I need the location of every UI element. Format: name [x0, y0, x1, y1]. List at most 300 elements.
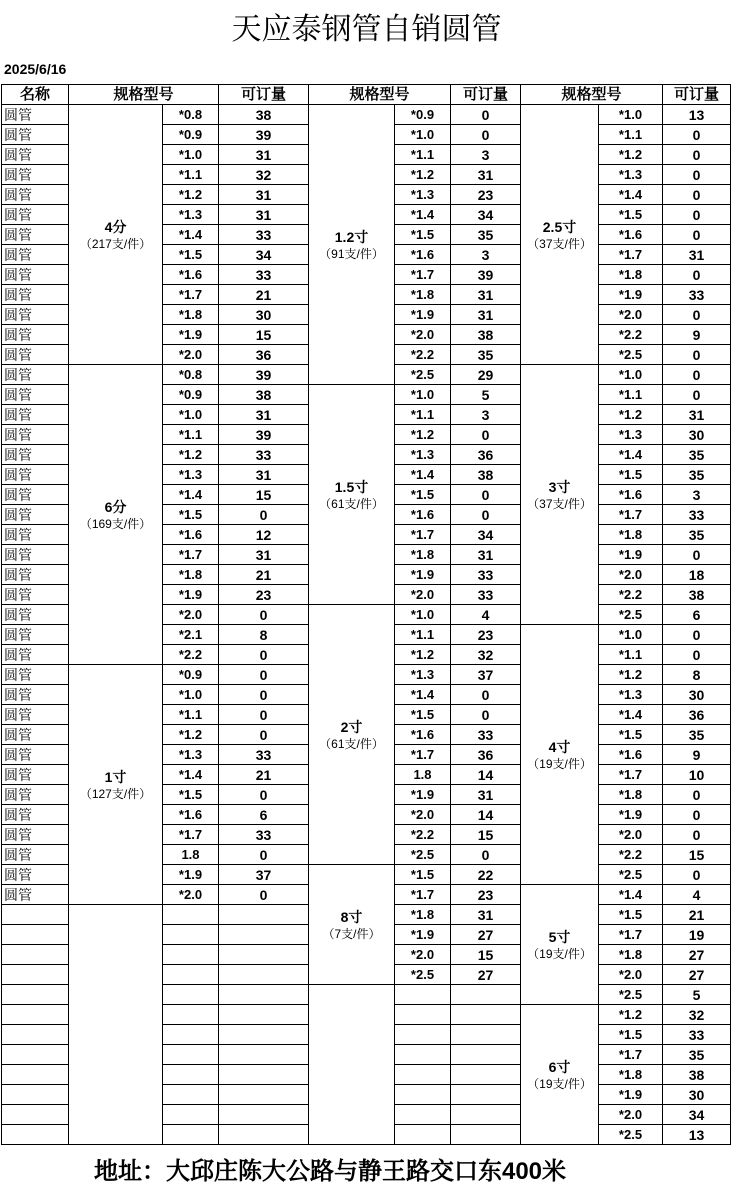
quantity-cell: 32 — [219, 165, 309, 185]
spec-cell: *1.7 — [163, 545, 219, 565]
item-name-cell: 圆管 — [2, 425, 69, 445]
spec-cell: *1.1 — [395, 145, 451, 165]
pieces-per-bundle: （19支/件） — [527, 756, 592, 771]
item-name-cell: 圆管 — [2, 565, 69, 585]
spec-cell: *1.3 — [599, 425, 663, 445]
quantity-cell: 3 — [451, 245, 521, 265]
spec-cell — [395, 1045, 451, 1065]
quantity-cell: 0 — [219, 725, 309, 745]
spec-cell: *1.4 — [395, 205, 451, 225]
spec-cell: *1.1 — [163, 425, 219, 445]
size-group-cell — [69, 105, 163, 365]
item-name-cell: 圆管 — [2, 625, 69, 645]
spec-cell — [163, 925, 219, 945]
spec-cell: *1.5 — [395, 485, 451, 505]
spec-cell: *1.2 — [599, 1005, 663, 1025]
quantity-cell: 0 — [451, 845, 521, 865]
spec-cell: *2.5 — [599, 605, 663, 625]
item-name-cell — [2, 1005, 69, 1025]
item-name-cell: 圆管 — [2, 665, 69, 685]
quantity-cell: 3 — [451, 145, 521, 165]
quantity-cell: 35 — [663, 445, 731, 465]
quantity-cell: 15 — [219, 325, 309, 345]
spec-cell: *1.2 — [163, 725, 219, 745]
spec-cell: *1.4 — [163, 225, 219, 245]
spec-cell: *2.2 — [599, 585, 663, 605]
quantity-cell: 9 — [663, 325, 731, 345]
spec-cell: *1.8 — [599, 1065, 663, 1085]
item-name-cell: 圆管 — [2, 805, 69, 825]
page-title: 天应泰钢管自销圆管 — [231, 12, 502, 47]
quantity-cell: 0 — [219, 505, 309, 525]
quantity-cell: 36 — [663, 705, 731, 725]
quantity-cell: 39 — [219, 125, 309, 145]
spec-cell: *1.0 — [163, 405, 219, 425]
spec-cell: *1.2 — [163, 445, 219, 465]
quantity-cell: 6 — [219, 805, 309, 825]
quantity-cell: 38 — [663, 1065, 731, 1085]
size-name: 5寸 — [548, 928, 571, 945]
spec-cell: *1.5 — [163, 505, 219, 525]
quantity-cell: 33 — [219, 445, 309, 465]
size-group-cell — [521, 1005, 599, 1145]
size-group-cell — [69, 905, 163, 1145]
quantity-cell — [451, 985, 521, 1005]
spec-cell: *1.4 — [395, 465, 451, 485]
item-name-cell: 圆管 — [2, 105, 69, 125]
quantity-cell — [451, 1105, 521, 1125]
spec-cell: *1.3 — [599, 685, 663, 705]
spec-cell — [395, 1125, 451, 1145]
size-name: 8寸 — [340, 908, 363, 925]
spec-cell: *1.9 — [395, 925, 451, 945]
quantity-cell: 0 — [663, 165, 731, 185]
spec-cell — [395, 1105, 451, 1125]
spec-cell: *2.5 — [395, 965, 451, 985]
spec-cell: *1.6 — [395, 505, 451, 525]
spec-cell: *1.8 — [599, 525, 663, 545]
quantity-cell: 35 — [663, 525, 731, 545]
spec-cell: *1.6 — [163, 805, 219, 825]
spec-cell: *1.0 — [599, 365, 663, 385]
item-name-cell: 圆管 — [2, 285, 69, 305]
quantity-cell: 36 — [451, 445, 521, 465]
quantity-cell: 0 — [663, 225, 731, 245]
item-name-cell: 圆管 — [2, 645, 69, 665]
spec-cell: *1.8 — [599, 945, 663, 965]
item-name-cell: 圆管 — [2, 225, 69, 245]
spec-cell: *1.1 — [163, 165, 219, 185]
spec-cell — [163, 1085, 219, 1105]
spec-cell: *2.1 — [163, 625, 219, 645]
quantity-cell: 37 — [451, 665, 521, 685]
item-name-cell: 圆管 — [2, 205, 69, 225]
quantity-cell: 10 — [663, 765, 731, 785]
quantity-cell: 23 — [451, 885, 521, 905]
quantity-cell: 0 — [451, 505, 521, 525]
quantity-cell — [451, 1125, 521, 1145]
item-name-cell: 圆管 — [2, 385, 69, 405]
spec-cell: *1.7 — [395, 265, 451, 285]
item-name-cell: 圆管 — [2, 245, 69, 265]
quantity-cell: 0 — [663, 145, 731, 165]
quantity-cell: 21 — [219, 765, 309, 785]
quantity-cell: 18 — [663, 565, 731, 585]
spec-cell: *1.9 — [395, 785, 451, 805]
spec-cell: *1.3 — [163, 205, 219, 225]
item-name-cell — [2, 1125, 69, 1145]
item-name-cell: 圆管 — [2, 705, 69, 725]
item-name-cell: 圆管 — [2, 405, 69, 425]
quantity-cell: 34 — [451, 205, 521, 225]
quantity-cell: 31 — [219, 205, 309, 225]
item-name-cell — [2, 1065, 69, 1085]
quantity-cell: 33 — [663, 285, 731, 305]
spec-cell: *1.5 — [395, 705, 451, 725]
spec-cell: *1.7 — [395, 525, 451, 545]
address-line: 地址：大邱庄陈大公路与静王路交口东400米 — [93, 1158, 567, 1185]
quantity-cell: 37 — [219, 865, 309, 885]
pieces-per-bundle: （7支/件） — [322, 926, 381, 941]
spec-cell: *0.9 — [163, 665, 219, 685]
spec-cell: *1.6 — [395, 245, 451, 265]
quantity-cell: 14 — [451, 765, 521, 785]
quantity-cell — [219, 1105, 309, 1125]
quantity-cell: 0 — [219, 605, 309, 625]
quantity-cell — [219, 1125, 309, 1145]
quantity-cell: 0 — [219, 665, 309, 685]
quantity-cell: 5 — [663, 985, 731, 1005]
quantity-cell: 30 — [663, 1085, 731, 1105]
spec-cell: *1.5 — [599, 205, 663, 225]
spec-cell: *1.0 — [395, 605, 451, 625]
quantity-cell: 0 — [219, 785, 309, 805]
spec-cell: *1.5 — [599, 465, 663, 485]
quantity-cell: 0 — [219, 885, 309, 905]
spec-cell — [163, 1025, 219, 1045]
spec-cell: *1.2 — [395, 425, 451, 445]
size-name: 1寸 — [104, 768, 127, 785]
spec-cell: *2.0 — [163, 885, 219, 905]
quantity-cell: 39 — [219, 365, 309, 385]
quantity-cell — [219, 965, 309, 985]
item-name-cell: 圆管 — [2, 605, 69, 625]
pieces-per-bundle: （91支/件） — [319, 246, 384, 261]
size-group-cell — [521, 105, 599, 365]
item-name-cell: 圆管 — [2, 745, 69, 765]
size-group-cell — [521, 365, 599, 625]
quantity-cell: 31 — [219, 545, 309, 565]
quantity-cell: 33 — [663, 505, 731, 525]
spec-cell: *1.0 — [599, 105, 663, 125]
item-name-cell — [2, 1025, 69, 1045]
spec-cell — [163, 905, 219, 925]
spec-cell: *1.6 — [395, 725, 451, 745]
pieces-per-bundle: （61支/件） — [319, 496, 384, 511]
item-name-cell: 圆管 — [2, 445, 69, 465]
size-group-cell — [309, 385, 395, 605]
spec-cell: *1.1 — [395, 405, 451, 425]
size-group-cell — [521, 625, 599, 885]
spec-cell: *2.5 — [599, 345, 663, 365]
quantity-cell: 38 — [451, 465, 521, 485]
spec-cell: *0.9 — [163, 385, 219, 405]
spec-cell: *2.0 — [163, 605, 219, 625]
quantity-cell: 31 — [451, 305, 521, 325]
spec-cell: *1.0 — [599, 625, 663, 645]
quantity-cell: 13 — [663, 105, 731, 125]
spec-cell: *1.2 — [599, 405, 663, 425]
spec-cell: *1.5 — [599, 905, 663, 925]
spec-cell: *2.0 — [395, 325, 451, 345]
quantity-cell: 5 — [451, 385, 521, 405]
item-name-cell: 圆管 — [2, 325, 69, 345]
quantity-cell: 0 — [663, 305, 731, 325]
quantity-cell: 0 — [663, 125, 731, 145]
quantity-cell: 0 — [663, 545, 731, 565]
item-name-cell — [2, 905, 69, 925]
spec-cell: *1.9 — [163, 585, 219, 605]
quantity-cell: 33 — [451, 565, 521, 585]
spec-cell — [163, 1105, 219, 1125]
spec-cell: 1.8 — [163, 845, 219, 865]
quantity-cell: 0 — [663, 625, 731, 645]
quantity-cell: 19 — [663, 925, 731, 945]
quantity-cell: 32 — [663, 1005, 731, 1025]
header-qty: 可订量 — [219, 85, 309, 105]
spec-cell: *1.7 — [599, 1045, 663, 1065]
size-name: 3寸 — [548, 478, 571, 495]
spec-cell: *2.0 — [163, 345, 219, 365]
spec-cell: *1.7 — [599, 245, 663, 265]
spec-cell: *1.9 — [395, 305, 451, 325]
spec-cell: *1.0 — [395, 125, 451, 145]
header-spec: 规格型号 — [309, 85, 451, 105]
spec-cell: *2.0 — [395, 805, 451, 825]
spec-cell — [163, 985, 219, 1005]
quantity-cell: 15 — [219, 485, 309, 505]
spec-cell: *0.8 — [163, 105, 219, 125]
quantity-cell: 38 — [219, 105, 309, 125]
quantity-cell: 27 — [663, 945, 731, 965]
quantity-cell — [219, 1025, 309, 1045]
quantity-cell: 39 — [219, 425, 309, 445]
quantity-cell: 8 — [219, 625, 309, 645]
header-qty: 可订量 — [663, 85, 731, 105]
quantity-cell: 38 — [451, 325, 521, 345]
spec-cell: *1.5 — [395, 225, 451, 245]
spec-cell: *2.2 — [599, 325, 663, 345]
item-name-cell: 圆管 — [2, 765, 69, 785]
quantity-cell: 31 — [451, 165, 521, 185]
quantity-cell: 33 — [219, 265, 309, 285]
spec-cell: *1.6 — [163, 265, 219, 285]
spec-cell: *1.8 — [395, 285, 451, 305]
quantity-cell: 15 — [451, 945, 521, 965]
spec-cell: *1.3 — [599, 165, 663, 185]
pieces-per-bundle: （169支/件） — [79, 516, 152, 531]
quantity-cell: 0 — [663, 205, 731, 225]
size-group-cell — [309, 105, 395, 385]
spec-cell: *2.5 — [599, 865, 663, 885]
quantity-cell: 35 — [663, 465, 731, 485]
size-name: 1.5寸 — [334, 478, 369, 495]
quantity-cell: 0 — [451, 105, 521, 125]
spec-cell: *2.0 — [395, 585, 451, 605]
spec-cell: *1.2 — [163, 185, 219, 205]
spec-cell: *1.1 — [599, 385, 663, 405]
pieces-per-bundle: （19支/件） — [527, 946, 592, 961]
quantity-cell: 0 — [219, 845, 309, 865]
quantity-cell: 21 — [219, 285, 309, 305]
table-header-row — [2, 85, 731, 105]
quantity-cell: 31 — [451, 785, 521, 805]
quantity-cell: 36 — [219, 345, 309, 365]
spec-cell: *1.2 — [599, 665, 663, 685]
spec-cell: *0.9 — [395, 105, 451, 125]
quantity-cell: 31 — [663, 405, 731, 425]
pieces-per-bundle: （37支/件） — [527, 236, 592, 251]
spec-cell: *1.4 — [599, 185, 663, 205]
quantity-cell: 23 — [451, 625, 521, 645]
spec-cell — [395, 1025, 451, 1045]
quantity-cell: 0 — [663, 785, 731, 805]
spec-cell: *1.4 — [599, 705, 663, 725]
quantity-cell: 6 — [663, 605, 731, 625]
quantity-cell: 31 — [451, 545, 521, 565]
quantity-cell: 0 — [663, 265, 731, 285]
spec-cell: *1.7 — [395, 885, 451, 905]
quantity-cell: 0 — [663, 825, 731, 845]
size-group-cell — [69, 665, 163, 905]
quantity-cell: 15 — [663, 845, 731, 865]
quantity-cell: 32 — [451, 645, 521, 665]
spec-cell: *1.8 — [163, 305, 219, 325]
quantity-cell: 35 — [451, 225, 521, 245]
quantity-cell: 8 — [663, 665, 731, 685]
spec-cell: *1.3 — [395, 665, 451, 685]
spec-cell: *2.5 — [599, 1125, 663, 1145]
quantity-cell: 34 — [219, 245, 309, 265]
item-name-cell: 圆管 — [2, 685, 69, 705]
quantity-cell: 0 — [663, 345, 731, 365]
item-name-cell: 圆管 — [2, 865, 69, 885]
quantity-cell: 3 — [663, 485, 731, 505]
item-name-cell — [2, 965, 69, 985]
quantity-cell: 31 — [451, 285, 521, 305]
quantity-cell: 0 — [451, 705, 521, 725]
item-name-cell — [2, 945, 69, 965]
quantity-cell: 0 — [219, 685, 309, 705]
spec-cell: *1.2 — [395, 165, 451, 185]
item-name-cell: 圆管 — [2, 145, 69, 165]
quantity-cell — [219, 985, 309, 1005]
spec-cell — [395, 985, 451, 1005]
quantity-cell — [451, 1005, 521, 1025]
spec-cell: *1.7 — [395, 745, 451, 765]
spec-cell: *1.6 — [599, 745, 663, 765]
spec-cell: *1.4 — [395, 685, 451, 705]
quantity-cell: 12 — [219, 525, 309, 545]
quantity-cell: 3 — [451, 405, 521, 425]
quantity-cell: 27 — [663, 965, 731, 985]
item-name-cell: 圆管 — [2, 125, 69, 145]
size-group-cell — [309, 985, 395, 1145]
quantity-cell: 0 — [451, 485, 521, 505]
quantity-cell: 31 — [219, 405, 309, 425]
size-name: 1.2寸 — [334, 228, 369, 245]
quantity-cell: 31 — [219, 185, 309, 205]
quantity-cell: 4 — [663, 885, 731, 905]
quantity-cell: 13 — [663, 1125, 731, 1145]
item-name-cell: 圆管 — [2, 305, 69, 325]
spec-cell: *1.2 — [395, 645, 451, 665]
item-name-cell: 圆管 — [2, 545, 69, 565]
item-name-cell — [2, 925, 69, 945]
quantity-cell: 38 — [219, 385, 309, 405]
quantity-cell: 36 — [451, 745, 521, 765]
quantity-cell — [219, 1005, 309, 1025]
item-name-cell: 圆管 — [2, 525, 69, 545]
quantity-cell: 34 — [663, 1105, 731, 1125]
quantity-cell: 31 — [219, 145, 309, 165]
spec-cell: *1.6 — [599, 225, 663, 245]
spec-cell: *2.5 — [395, 845, 451, 865]
pieces-per-bundle: （127支/件） — [79, 786, 152, 801]
quantity-cell: 0 — [663, 185, 731, 205]
quantity-cell: 33 — [451, 585, 521, 605]
date-label: 2025/6/16 — [4, 61, 67, 77]
quantity-cell: 27 — [451, 925, 521, 945]
item-name-cell: 圆管 — [2, 265, 69, 285]
quantity-cell: 0 — [451, 125, 521, 145]
quantity-cell: 35 — [663, 1045, 731, 1065]
quantity-cell — [219, 1085, 309, 1105]
quantity-cell: 35 — [451, 345, 521, 365]
item-name-cell: 圆管 — [2, 845, 69, 865]
quantity-cell: 23 — [219, 585, 309, 605]
spec-cell: *1.5 — [163, 245, 219, 265]
quantity-cell: 31 — [451, 905, 521, 925]
item-name-cell: 圆管 — [2, 485, 69, 505]
spec-cell: *1.9 — [599, 285, 663, 305]
item-name-cell — [2, 1085, 69, 1105]
spec-cell: *1.4 — [163, 765, 219, 785]
quantity-cell: 22 — [451, 865, 521, 885]
spec-cell: *1.7 — [599, 505, 663, 525]
spec-cell: *1.1 — [599, 125, 663, 145]
quantity-cell: 0 — [663, 805, 731, 825]
spec-cell — [163, 965, 219, 985]
spec-cell: *1.8 — [163, 565, 219, 585]
quantity-cell: 33 — [219, 225, 309, 245]
spec-cell: *2.2 — [395, 345, 451, 365]
spec-cell: *2.5 — [395, 365, 451, 385]
spec-cell: *2.0 — [599, 565, 663, 585]
quantity-cell: 0 — [663, 385, 731, 405]
spec-cell: *1.7 — [163, 825, 219, 845]
spec-cell: *2.2 — [163, 645, 219, 665]
quantity-cell: 31 — [219, 465, 309, 485]
spec-cell: *1.8 — [599, 785, 663, 805]
item-name-cell: 圆管 — [2, 165, 69, 185]
quantity-cell: 38 — [663, 585, 731, 605]
item-name-cell: 圆管 — [2, 885, 69, 905]
quantity-cell — [219, 925, 309, 945]
spec-cell: *1.3 — [163, 745, 219, 765]
pieces-per-bundle: （217支/件） — [79, 236, 152, 251]
header-name: 名称 — [2, 85, 69, 105]
